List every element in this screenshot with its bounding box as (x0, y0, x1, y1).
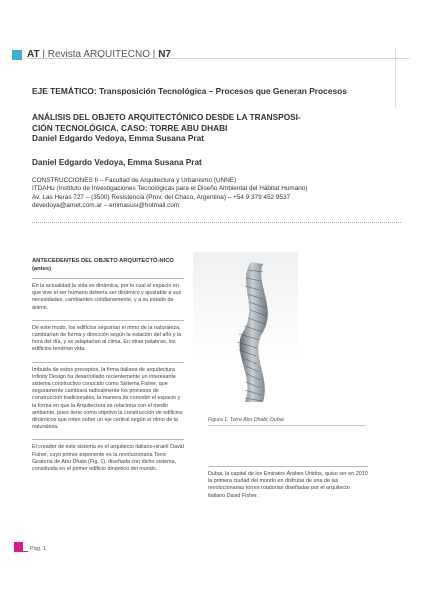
body-paragraph: En la actualidad la vida es dinámica, por lo cual el espacio en que vive el ser humano debería ser dinámico y ajustable a sus necesidades, cambiantes cotidianamente, y a su estado de ánimo. (32, 278, 184, 312)
figure-caption: Figura 1: Torre Abu Dhabi, Dubai (208, 417, 284, 423)
header-divider (27, 58, 409, 59)
thematic-axis: EJE TEMÁTICO: Transposición Tecnológica – Procesos que Generan Procesos (32, 86, 347, 96)
journal-issue: N7 (158, 49, 171, 60)
footer-accent-rule (14, 551, 28, 552)
journal-name: Revista ARQUITECNO (47, 49, 151, 60)
article-title (32, 112, 392, 144)
title-line: CIÓN TECNOLÓGICA. CASO: TORRE ABU DHABI (32, 122, 228, 133)
body-paragraph: Imbuida de estos preceptos, la firma italiana de arquitectura Infinity Design ha desarrollado recientemente un interesante sistema constructivo conocido como Sistema Fisher, que seguramente cambiará radicalmente los procesos de construcción tradicionales, la manera de concebir el espacio y la forma en que la Arquitectura se relaciona con el medio ambiente, pues tiene como objetivo la construcción de edificios dinámicos que roten sobre un eje central según el ritmo de la naturaleza. (32, 362, 184, 432)
tower-figure (193, 252, 298, 412)
title-line: Daniel Edgardo Vedoya, Emma Susana Prat (32, 133, 204, 143)
left-column (32, 278, 184, 481)
rotating-tower-illustration (193, 252, 298, 412)
page-number: Pág. 1 (30, 546, 47, 552)
footer-accent-mark (14, 542, 23, 551)
journal-header-text (27, 48, 171, 62)
section-heading: ANTECEDENTES DEL OBJETO ARQUITECTÓ-NICO (antes) (32, 258, 174, 272)
section-divider (32, 222, 401, 223)
title-line: ANÁLISIS DEL OBJETO ARQUITECTÓNICO DESDE LA TRANSPOSI- (32, 112, 301, 122)
affiliation-line: Av. Las Heras 727 – (3500) Resistencia (Prov. del Chaco, Argentina) – +54 9 379 452 9537 (32, 193, 291, 201)
article-authors: Daniel Edgardo Vedoya, Emma Susana Prat (32, 158, 202, 167)
header-separator: | (42, 49, 48, 60)
affiliation-emails: devedoya@arnet.com.ar – emmasusi@hotmail.com (32, 202, 180, 210)
caption-divider (208, 425, 366, 426)
body-paragraph: El creador de este sistema es el arquitecto italiano-israelí David Fisher, cuyo primer exponente es la revolucionaria Torre Giratoria de Abu Dhabi (Fig. 1), diseñada con dicho sistema, constituida en el primer edificio dinámico del mundo. (32, 439, 184, 473)
affiliation-block (32, 177, 392, 211)
body-paragraph: De este modo, los edificios seguirían el ritmo de la naturaleza, cambiarían de forma y dirección según la estación del año y la hora del día, y se adaptarían al clima. En otras palabras, los edificios tendrían vida. (32, 320, 184, 354)
margin-divider (395, 48, 396, 108)
journal-header (0, 48, 423, 64)
affiliation-line: ITDAHu (Instituto de Investigaciones Tecnológicas para el Diseño Ambiental del Hábitat Humano) (32, 185, 308, 193)
journal-prefix: AT (27, 49, 40, 60)
affiliation-line: CONSTRUCCIONES II – Facultad de Arquitectura y Urbanismo (UNNE) (32, 177, 237, 184)
right-column-paragraph: Dubai, la capital de los Emiratos Árabes Unidos, quiso ser en 2010 la primera ciudad del mundo en disfrutar de una de las revolucionarias torres rotatorias diseñadas por el arquitecto italiano David Fisher. (208, 466, 368, 500)
journal-accent-mark (12, 50, 22, 60)
header-separator: | (152, 49, 159, 60)
